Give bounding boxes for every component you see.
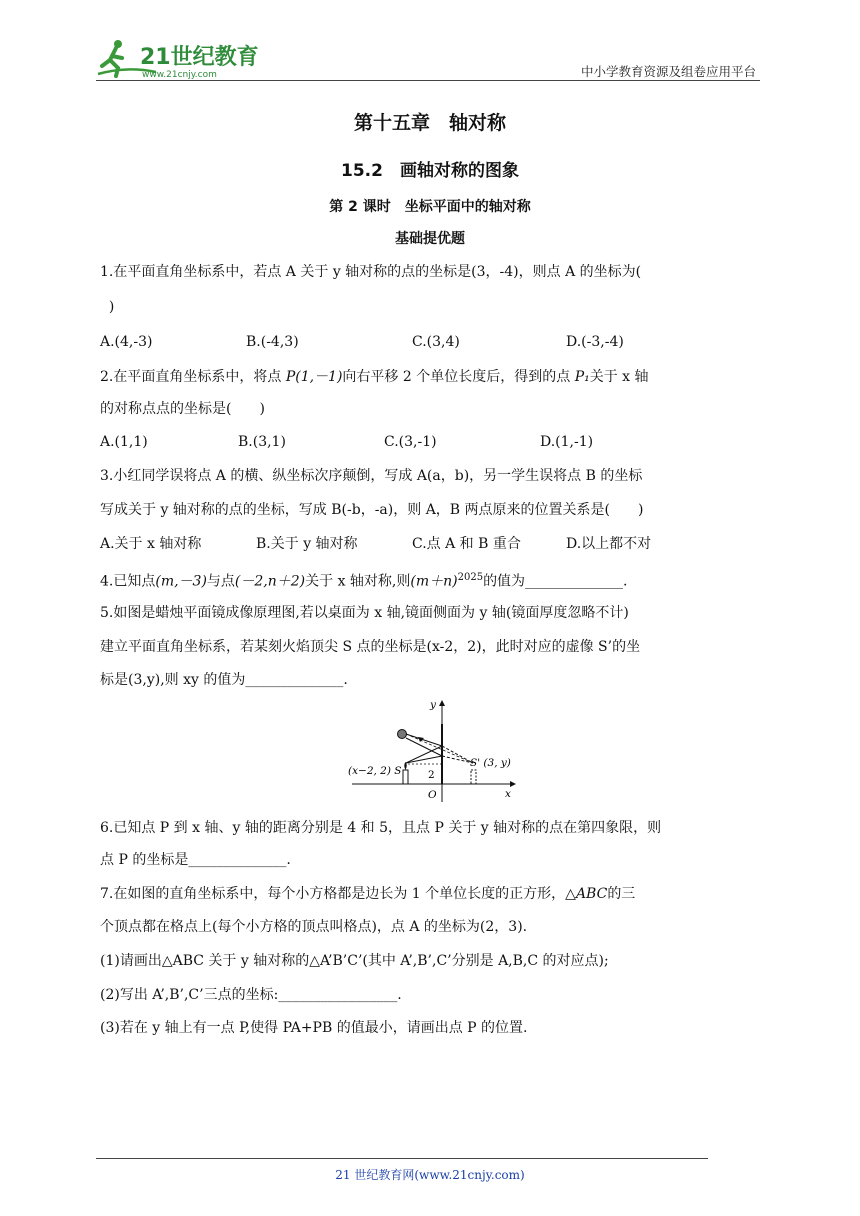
q2-option-c: C.(3,-1) bbox=[384, 434, 437, 450]
candle-mirror-figure bbox=[342, 694, 522, 806]
q3-option-c: C.点 A 和 B 重合 bbox=[412, 536, 521, 552]
q7-triangle: △ABC bbox=[565, 886, 608, 902]
lesson-title: 第 2 课时 坐标平面中的轴对称 bbox=[329, 199, 531, 215]
platform-name: 中小学教育资源及组卷应用平台 bbox=[580, 64, 756, 79]
q1-option-c: C.(3,4) bbox=[412, 334, 460, 350]
q2-point-p1: P₁ bbox=[574, 369, 590, 385]
logo-url: www.21cnjy.com bbox=[142, 70, 217, 80]
x-axis-arrow-icon bbox=[510, 781, 516, 787]
q7-line1: 7.在如图的直角坐标系中，每个小方格都是边长为 1 个单位长度的正方形，△ABC的三 bbox=[100, 886, 636, 902]
ray-2 bbox=[406, 756, 442, 763]
label-x: x bbox=[505, 788, 511, 800]
q5-line2: 建立平面直角坐标系，若某刻火焰顶尖 S 点的坐标是(x-2，2)，此时对应的虚像 S’的坐 bbox=[100, 639, 641, 655]
q2-line1: 2.在平面直角坐标系中，将点 P(1,－1)向右平移 2 个单位长度后，得到的点 P₁关于 x 轴 bbox=[100, 369, 649, 385]
q2-point-p: P(1,－1) bbox=[285, 369, 343, 385]
q3-line2: 写成关于 y 轴对称的点的坐标，写成 B(-b，-a)，则 A，B 两点原来的位置关系是( ) bbox=[100, 502, 644, 518]
q4-point-2: (－2,n＋2) bbox=[234, 573, 306, 590]
q1-line1: 1.在平面直角坐标系中，若点 A 关于 y 轴对称的点的坐标是(3，-4)，则点 A 的坐标为( bbox=[100, 264, 642, 280]
q6-line2: 点 P 的坐标是______________. bbox=[100, 852, 291, 868]
virtual-ray-1 bbox=[442, 746, 473, 763]
q7-line5: (3)若在 y 轴上有一点 P,使得 PA+PB 的值最小，请画出点 P 的位置. bbox=[100, 1020, 528, 1036]
footer-divider bbox=[96, 1158, 708, 1159]
q2-option-a: A.(1,1) bbox=[100, 434, 148, 450]
q4-point-1: (m,－3) bbox=[155, 573, 207, 590]
reflected-ray-2 bbox=[406, 738, 442, 756]
q1-option-d: D.(-3,-4) bbox=[566, 334, 624, 350]
q4-exponent: 2025 bbox=[457, 572, 484, 583]
label-2: 2 bbox=[428, 769, 435, 781]
q2-option-b: B.(3,1) bbox=[238, 434, 286, 450]
q3-option-b: B.关于 y 轴对称 bbox=[256, 536, 358, 552]
label-s-prime: S' (3, y) bbox=[470, 757, 511, 769]
q2-option-d: D.(1,-1) bbox=[540, 434, 594, 450]
virtual-candle bbox=[471, 770, 476, 784]
label-s: (x−2, 2) S bbox=[348, 765, 402, 777]
candle bbox=[403, 770, 408, 784]
q4-expression: (m＋n) bbox=[410, 573, 458, 590]
level-title: 基础提优题 bbox=[395, 231, 465, 247]
label-origin: O bbox=[428, 789, 437, 801]
footer-text[interactable]: 21 世纪教育网(www.21cnjy.com) bbox=[335, 1168, 525, 1182]
q5-line3: 标是(3,y),则 xy 的值为______________. bbox=[100, 672, 348, 688]
logo-text: 21世纪教育 bbox=[140, 45, 259, 70]
q1-option-b: B.(-4,3) bbox=[246, 334, 299, 350]
page-header bbox=[96, 32, 760, 82]
q1-line2: ) bbox=[100, 299, 115, 315]
chapter-title: 第十五章 轴对称 bbox=[353, 112, 506, 134]
site-logo bbox=[96, 36, 266, 80]
y-axis-arrow-icon bbox=[439, 700, 445, 706]
q7-line4: (2)写出 A’,B’,C’三点的坐标:_________________. bbox=[100, 987, 402, 1003]
q2-line2: 的对称点点的坐标是( ) bbox=[100, 401, 265, 417]
eye-icon bbox=[398, 730, 407, 739]
q1-option-a: A.(4,-3) bbox=[100, 334, 153, 350]
header-divider bbox=[96, 80, 760, 81]
q4-line: 4.已知点(m,－3)与点(－2,n＋2)关于 x 轴对称,则$(m+n)^{2025}$的值为______________. bbox=[100, 572, 628, 590]
q7-line2: 个顶点都在格点上(每个小方格的顶点叫格点)，点 A 的坐标为(2，3). bbox=[100, 919, 528, 935]
label-y: y bbox=[430, 699, 436, 711]
q5-line1: 5.如图是蜡烛平面镜成像原理图,若以桌面为 x 轴,镜面侧面为 y 轴(镜面厚度忽略不计) bbox=[100, 605, 629, 621]
q6-line1: 6.已知点 P 到 x 轴、y 轴的距离分别是 4 和 5，且点 P 关于 y 轴对称的点在第四象限，则 bbox=[100, 820, 662, 836]
q3-option-a: A.关于 x 轴对称 bbox=[100, 536, 202, 552]
ray-1 bbox=[406, 746, 442, 763]
section-title: 15.2 画轴对称的图象 bbox=[341, 161, 519, 181]
reflected-ray-1 bbox=[406, 734, 442, 746]
q3-line1: 3.小红同学误将点 A 的横、纵坐标次序颠倒，写成 A(a，b)，另一学生误将点 B 的坐标 bbox=[100, 468, 643, 484]
q7-line3: (1)请画出△ABC 关于 y 轴对称的△A’B’C’(其中 A’,B’,C’分别是 A,B,C 的对应点); bbox=[100, 953, 609, 969]
q3-option-d: D.以上都不对 bbox=[566, 536, 652, 552]
virtual-ray-2 bbox=[442, 756, 473, 763]
